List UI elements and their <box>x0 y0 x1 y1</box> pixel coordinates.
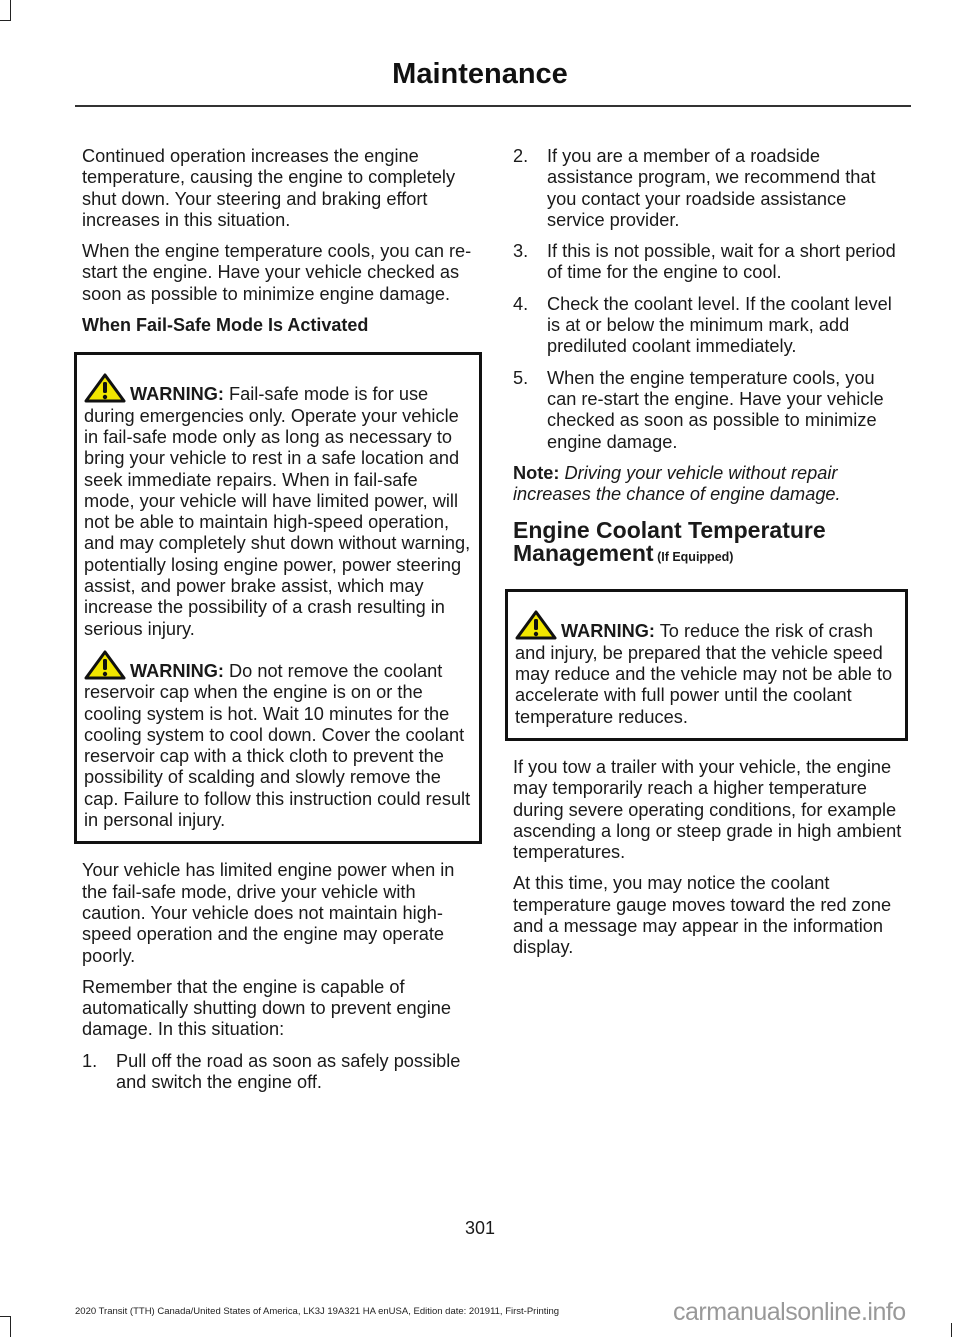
list-item <box>513 368 908 453</box>
list-item <box>513 241 908 284</box>
crop-mark-bottom-right <box>951 1323 952 1337</box>
warning-text: To reduce the risk of crash and injury, be prepared that the vehicle speed may reduce and the vehicle may not be able to accelerate with full power until the coolant temperature reduces. <box>515 621 893 727</box>
warning-label: WARNING: <box>561 621 655 642</box>
paragraph: When the engine temperature cools, you can re-start the engine. Have your vehicle checked as soon as possible to minimize engine damage. <box>82 241 472 304</box>
steps-list <box>513 146 908 453</box>
warning-box <box>505 589 908 740</box>
crop-mark-top-left <box>0 0 11 21</box>
section-heading <box>513 519 908 569</box>
crop-mark-bottom-left <box>0 1316 11 1337</box>
warning-text: Fail-safe mode is for use during emergencies only. Operate your vehicle in fail-safe mode only as long as necessary to bring your vehicle to rest in a safe location and seek immediate repairs. When in fail-safe mode, your vehicle will have limited power, will not be able to maintain high-speed operation, and may completely shut down without warning, potentially losing engine power, power steering assist, and power brake assist, which may increase the possibility of a crash resulting in serious injury. <box>84 384 471 639</box>
warning-item <box>84 373 471 640</box>
list-item <box>513 146 908 231</box>
warning-label: WARNING: <box>130 384 224 405</box>
warning-item <box>515 610 897 727</box>
warning-triangle-icon <box>84 650 126 680</box>
warning-item <box>84 650 471 831</box>
warning-triangle-icon <box>515 610 557 640</box>
step-text: When the engine temperature cools, you can re-start the engine. Have your vehicle checked as soon as possible to minimize engine damage. <box>547 367 884 452</box>
warning-text: Do not remove the coolant reservoir cap when the engine is on or the cooling system is hot. Wait 10 minutes for the cooling system to cool down. Cover the coolant reservoir cap with a thick cloth to prevent the possibility of scalding and slowly remove the cap. Failure to follow this instruction could result in personal injury. <box>84 660 471 831</box>
note <box>513 463 908 506</box>
footer-edition-info: 2020 Transit (TTH) Canada/United States of America, LK3J 19A321 HA enUSA, Edition date: 201911, First-Printing <box>75 1306 560 1317</box>
step-number: 2. <box>513 146 529 166</box>
list-item <box>82 1051 482 1094</box>
if-equipped-label: (If Equipped) <box>653 550 734 565</box>
step-number: 5. <box>513 367 529 388</box>
page-number: 301 <box>464 1218 496 1238</box>
steps-list <box>82 1051 482 1094</box>
warning-label: WARNING: <box>130 660 224 681</box>
step-number: 3. <box>513 241 529 262</box>
section-heading-text: Engine Coolant Temperature Management <box>513 517 826 567</box>
list-item <box>513 294 908 358</box>
note-text: Driving your vehicle without repair increases the chance of engine damage. <box>513 462 841 505</box>
header-divider <box>75 105 911 107</box>
step-text: If this is not possible, wait for a short period of time for the engine to cool. <box>547 241 896 283</box>
step-text: Check the coolant level. If the coolant level is at or below the minimum mark, add prediluted coolant immediately. <box>547 293 892 357</box>
note-label: Note: <box>513 462 560 483</box>
step-text: Pull off the road as soon as safely possible and switch the engine off. <box>116 1050 461 1092</box>
warning-triangle-icon <box>84 373 126 403</box>
paragraph: Remember that the engine is capable of automatically shutting down to prevent engine damage. In this situation: <box>82 976 452 1040</box>
paragraph: Continued operation increases the engine temperature, causing the engine to completely shut down. Your steering and braking effort increases in this situation. <box>82 146 456 230</box>
watermark: carmanualsonline.info <box>673 1298 906 1326</box>
section-subheading: When Fail-Safe Mode Is Activated <box>82 315 369 336</box>
step-number: 1. <box>82 1050 98 1071</box>
left-column <box>82 146 482 1103</box>
paragraph: At this time, you may notice the coolant temperature gauge moves toward the red zone and a message may appear in the information display. <box>513 873 892 958</box>
step-number: 4. <box>513 293 529 314</box>
page-title: Maintenance <box>392 58 568 90</box>
warning-box <box>74 352 482 844</box>
paragraph: If you tow a trailer with your vehicle, the engine may temporarily reach a higher temperature during severe operating conditions, for example ascending a long or steep grade in high ambient temperatures. <box>513 756 902 863</box>
paragraph: Your vehicle has limited engine power when in the fail-safe mode, drive your vehicle with caution. Your vehicle does not maintain high-speed operation and the engine may operate poorly. <box>82 860 455 966</box>
step-text: If you are a member of a roadside assistance program, we recommend that you contact your roadside assistance service provider. <box>547 146 876 230</box>
right-column <box>513 146 908 969</box>
